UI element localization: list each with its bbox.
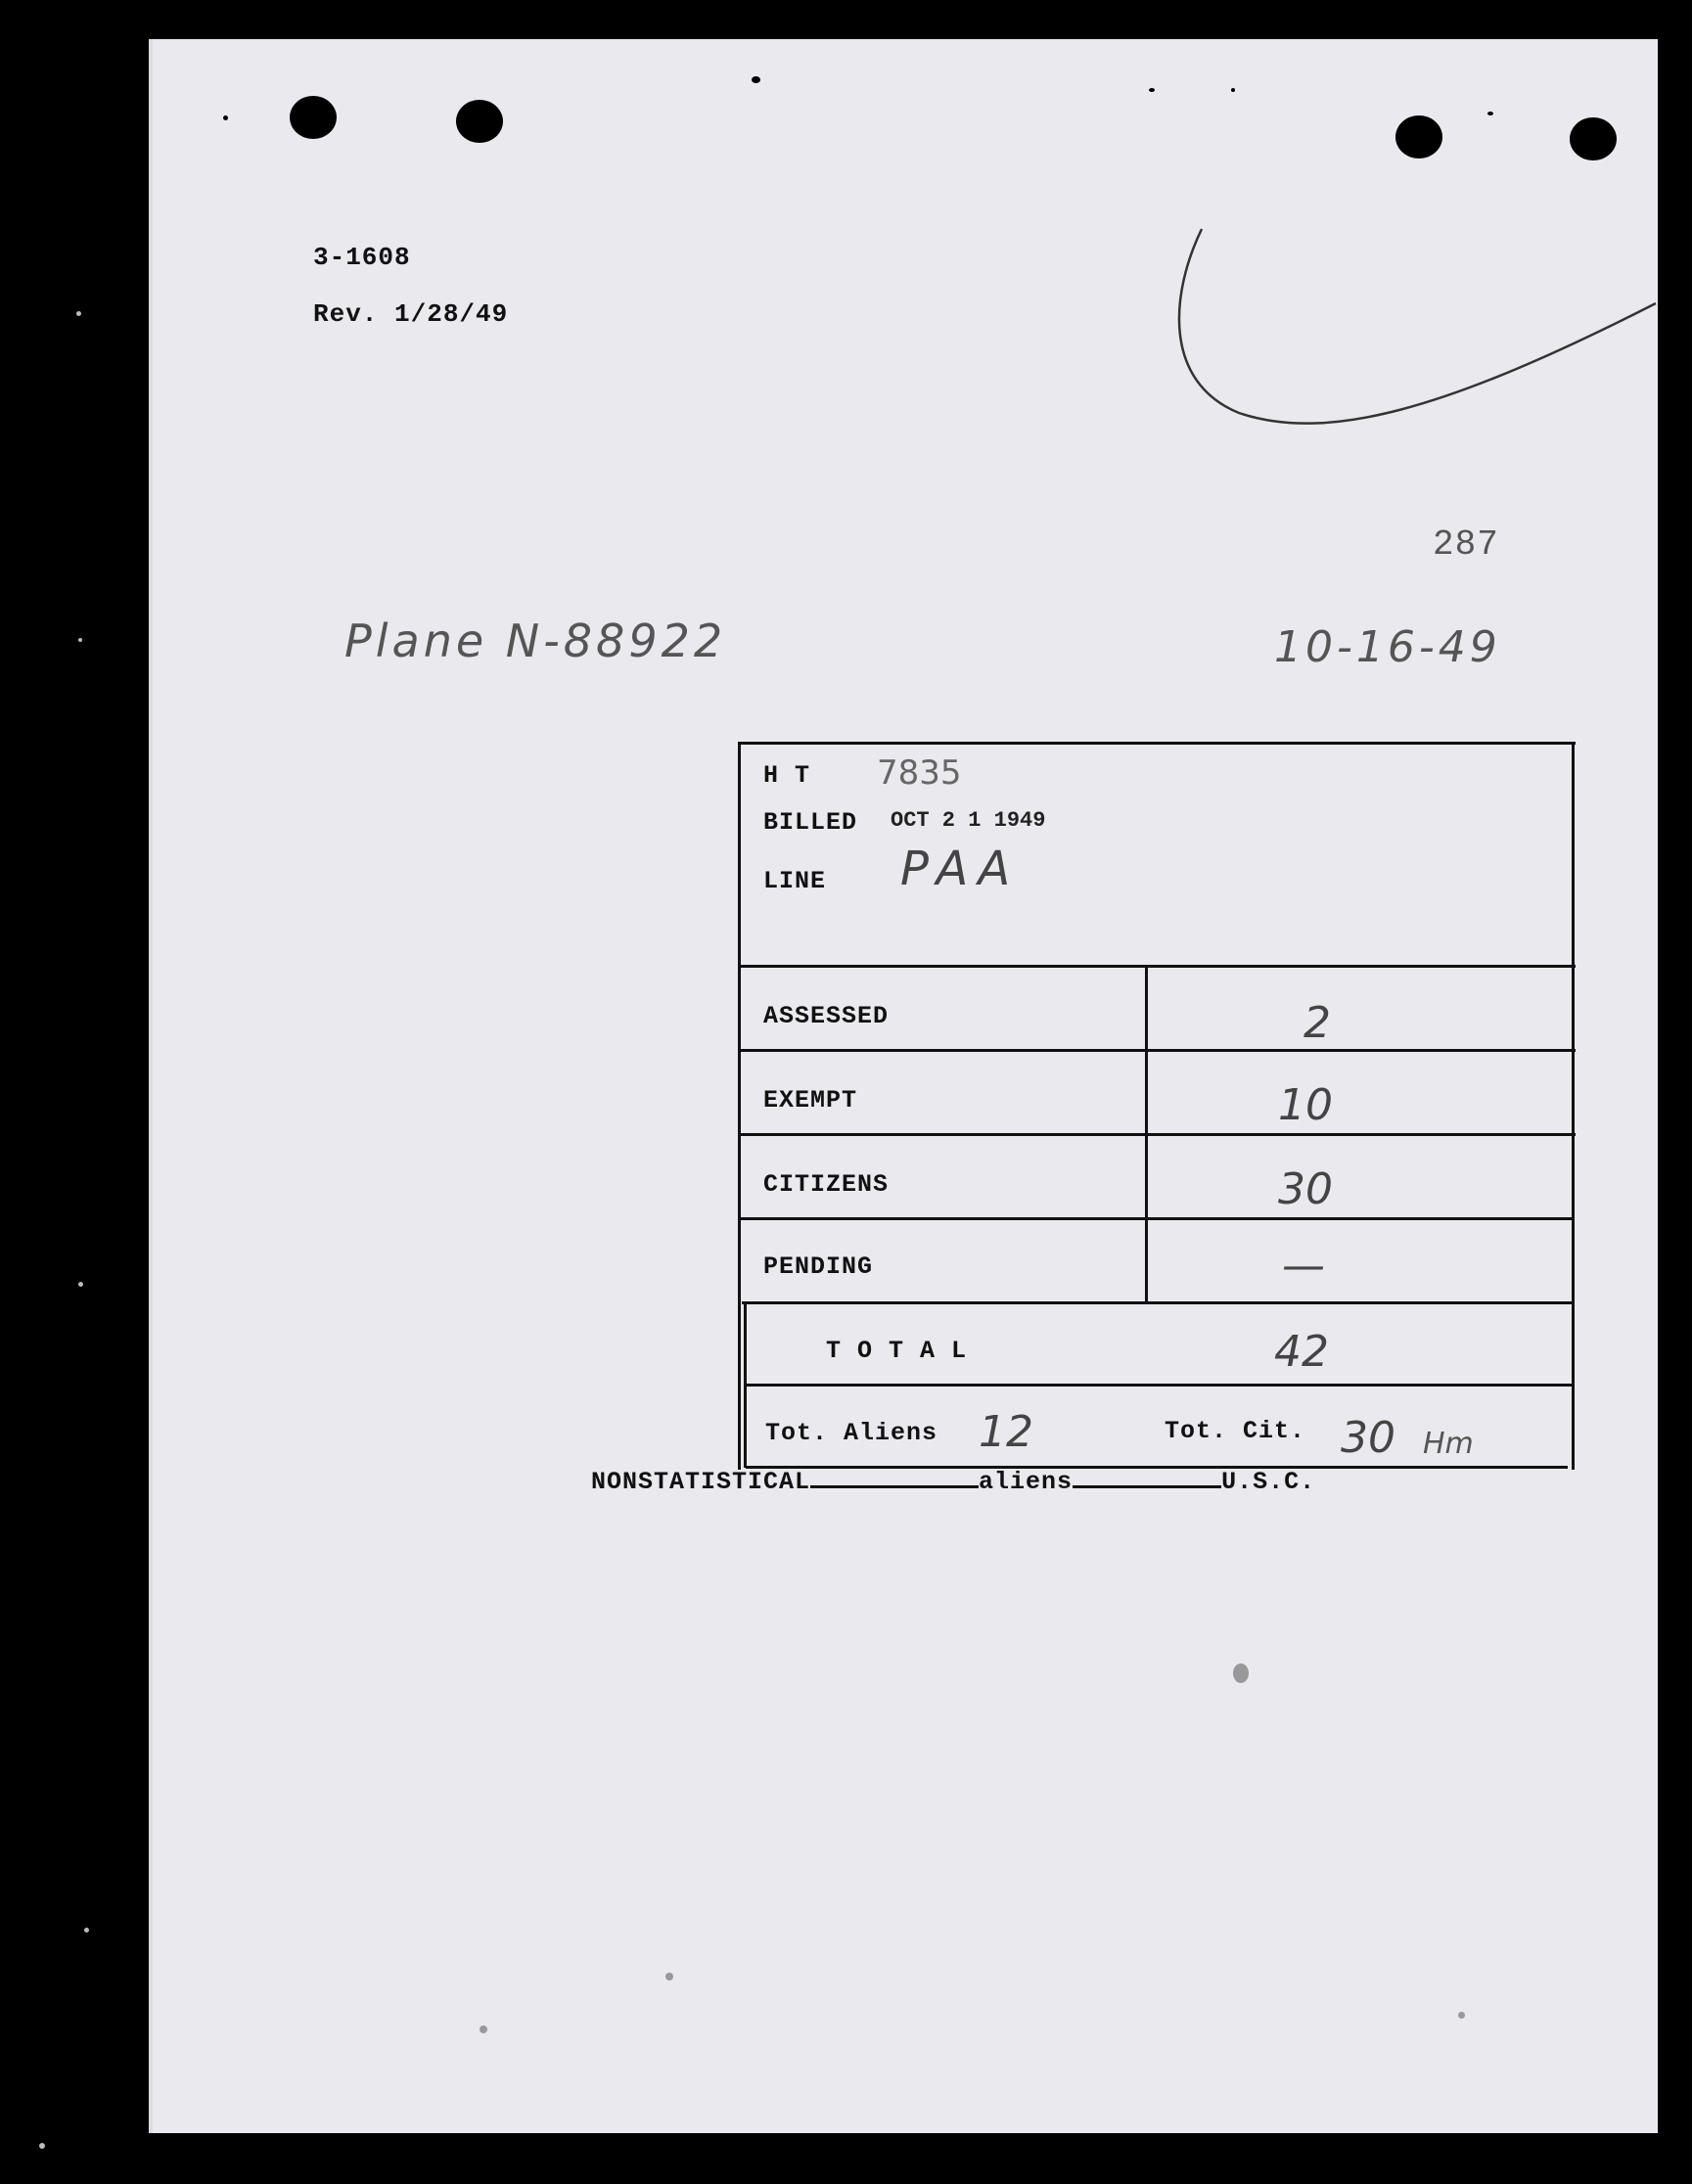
total-label: T O T A L: [826, 1337, 968, 1365]
exempt-label: EXEMPT: [763, 1086, 858, 1115]
ht-value: 7835: [877, 753, 962, 793]
line-label: LINE: [763, 867, 827, 895]
pencil-check-mark: [1170, 225, 1658, 460]
punch-hole: [290, 96, 337, 139]
plane-note: Plane N-88922: [344, 614, 727, 667]
speck: [1458, 2012, 1465, 2019]
handwritten-date: 10-16-49: [1274, 622, 1501, 672]
speck: [76, 311, 81, 316]
billed-date-stamp: OCT 2 1 1949: [891, 808, 1046, 833]
citizens-value: 30: [1278, 1164, 1333, 1214]
initials: Hm: [1423, 1427, 1474, 1461]
aliens-label: aliens: [979, 1468, 1074, 1496]
total-value: 42: [1274, 1327, 1329, 1377]
usc-blank: [1073, 1464, 1221, 1488]
pending-label: PENDING: [763, 1252, 874, 1281]
line-value: PAA: [900, 842, 1021, 896]
speck: [1487, 112, 1493, 115]
nonstatistical-label: NONSTATISTICAL: [591, 1468, 811, 1496]
tot-aliens-label: Tot. Aliens: [765, 1419, 938, 1447]
tot-aliens-value: 12: [979, 1407, 1033, 1457]
punch-hole: [456, 100, 503, 143]
exempt-value: 10: [1278, 1080, 1333, 1130]
speck: [78, 1282, 83, 1287]
speck: [39, 2143, 45, 2149]
assessed-value: 2: [1303, 998, 1331, 1048]
usc-label: U.S.C.: [1221, 1468, 1316, 1496]
form-border: [1572, 742, 1575, 1470]
assessed-label: ASSESSED: [763, 1002, 890, 1030]
aliens-blank: [810, 1464, 979, 1488]
column-divider: [1145, 965, 1148, 1303]
form-number: 3-1608: [313, 243, 411, 272]
row-divider: [738, 1133, 1576, 1136]
form-border: [744, 1301, 747, 1468]
billed-label: BILLED: [763, 808, 858, 837]
speck: [752, 76, 760, 83]
punch-hole: [1395, 115, 1442, 159]
speck: [1149, 88, 1155, 92]
citizens-label: CITIZENS: [763, 1170, 890, 1199]
tot-cit-label: Tot. Cit.: [1165, 1417, 1306, 1445]
speck: [665, 1973, 673, 1980]
speck: [78, 638, 82, 642]
form-border: [738, 742, 741, 1470]
row-divider: [744, 1384, 1572, 1387]
row-divider: [740, 1217, 1574, 1220]
tot-cit-value: 30: [1341, 1413, 1395, 1463]
form-border: [738, 742, 1576, 745]
speck: [1233, 1663, 1249, 1683]
row-divider: [738, 1049, 1576, 1052]
page-number: 287: [1433, 524, 1499, 565]
speck: [1231, 88, 1235, 92]
ht-label: H T: [763, 761, 811, 790]
speck: [480, 2025, 487, 2033]
tally-form: [738, 742, 1576, 1470]
speck: [84, 1928, 89, 1933]
nonstatistical-line: [591, 1464, 1315, 1496]
pending-value: —: [1282, 1241, 1325, 1291]
punch-hole: [1570, 117, 1617, 160]
form-revision: Rev. 1/28/49: [313, 299, 509, 329]
row-divider: [742, 1301, 1572, 1304]
speck: [223, 115, 228, 120]
document-page: [149, 39, 1658, 2133]
row-divider: [738, 965, 1576, 968]
